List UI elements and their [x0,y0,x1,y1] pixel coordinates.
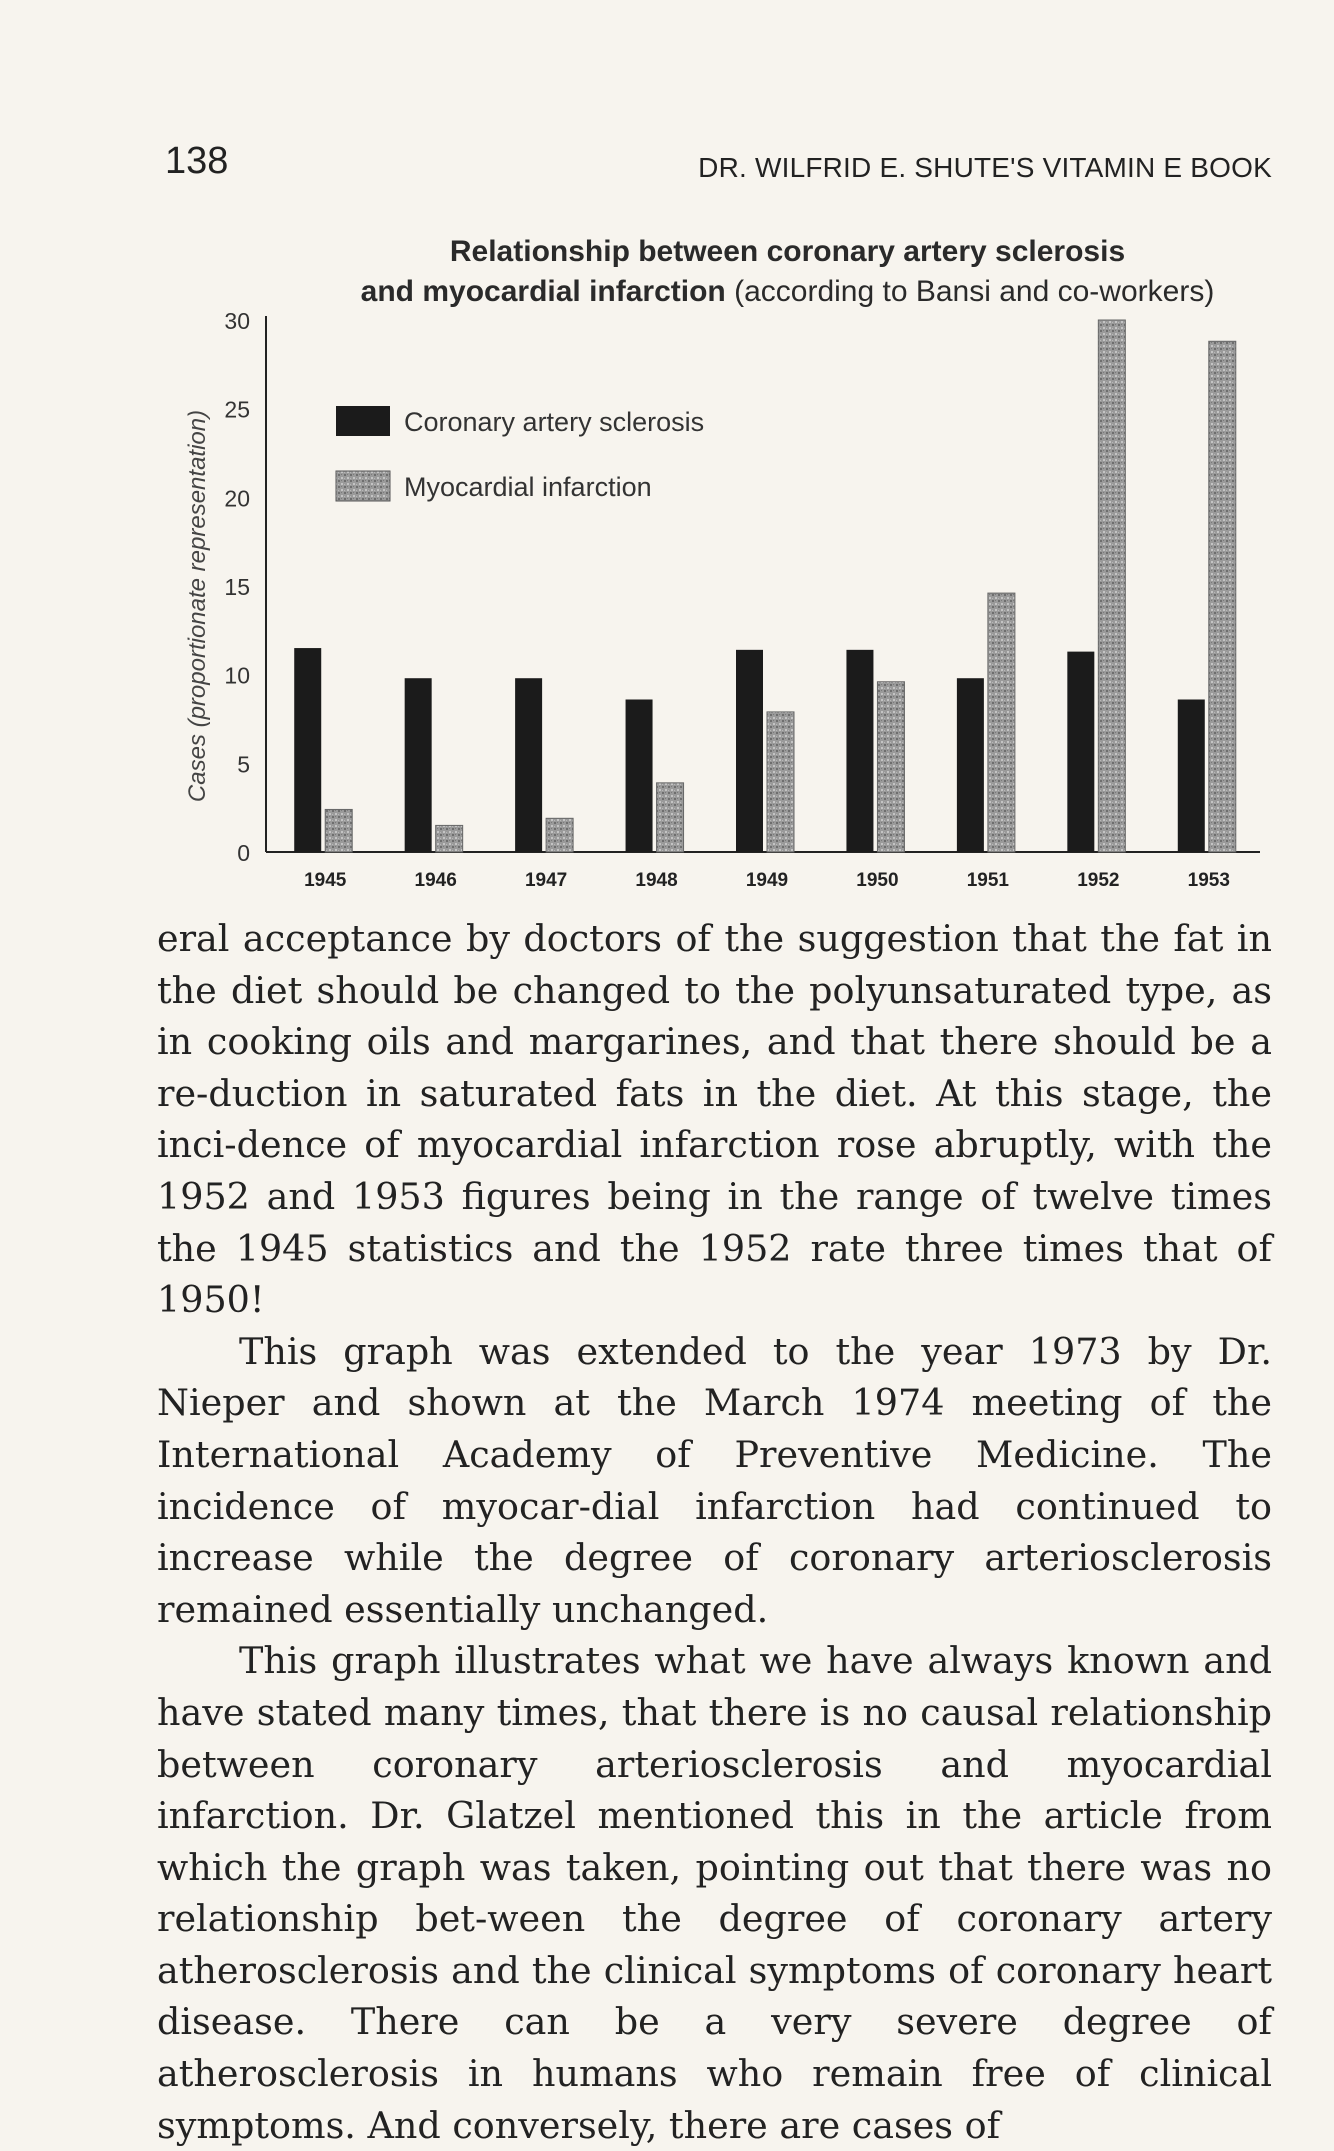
y-tick-label: 0 [237,840,250,866]
legend-label-myocardial-infarction: Myocardial infarction [404,472,652,502]
paragraph-1: eral acceptance by doctors of the suggestion that the fat in the diet should be changed to the polyunsaturated type, as in cooking oils and margarines, and that there should be a re-duction in saturated fats in the diet. At this stage, the inci-dence of myocardial infarction rose abruptly, with the 1952 and 1953 figures being in the range of twelve times the 1945 statistics and the 1952 rate three times that of 1950! [157,917,1272,1322]
running-head: DR. WILFRID E. SHUTE'S VITAMIN E BOOK [698,152,1272,183]
x-tick-label: 1946 [414,870,457,891]
bar-chart [170,300,1280,910]
x-tick-label: 1945 [304,870,347,891]
y-tick-label: 10 [224,662,250,689]
x-tick-label: 1951 [966,870,1010,891]
legend-swatch-myocardial-infarction [336,471,390,501]
x-tick-label: 1952 [1077,870,1120,891]
page-number: 138 [165,140,229,182]
bar-myocardial-infarction-1945 [325,809,352,852]
legend-swatch-coronary-sclerosis [336,406,390,436]
bar-myocardial-infarction-1948 [657,783,684,852]
bar-myocardial-infarction-1953 [1209,341,1236,852]
x-tick-label: 1947 [524,870,568,891]
bar-myocardial-infarction-1946 [436,825,463,852]
bar-myocardial-infarction-1950 [877,682,904,852]
bar-coronary-sclerosis-1951 [957,678,984,852]
x-tick-label: 1953 [1187,870,1230,891]
bar-coronary-sclerosis-1952 [1067,652,1094,852]
y-tick-label: 30 [224,308,250,334]
paragraph-2: This graph was extended to the year 1973 by Dr. Nieper and shown at the March 1974 meeting of the International Academy of Preventive Medicine. The incidence of myocar-dial infarction had continued to increase while the degree of coronary arteriosclerosis remained essentially unchanged. [157,1329,1272,1631]
legend-label-coronary-sclerosis: Coronary artery sclerosis [404,407,705,437]
y-tick-label: 20 [224,485,250,512]
bar-coronary-sclerosis-1946 [405,678,432,852]
x-tick-label: 1950 [856,870,899,891]
y-axis-label: Cases (proportionate representation) [184,409,211,803]
paragraph-3: This graph illustrates what we have always known and have stated many times, that there is no causal relationship between coronary arteriosclerosis and myocardial infarction. Dr. Glatzel mentioned this in the article from which the graph was taken, pointing out that there was no relationship bet-ween the degree of coronary artery atherosclerosis and the clinical symptoms of coronary heart disease. There can be a very severe degree of atherosclerosis in humans who remain free of clinical symptoms. And conversely, there are cases of [157,1639,1272,2147]
bar-myocardial-infarction-1951 [988,593,1015,852]
bar-coronary-sclerosis-1947 [515,678,542,852]
bar-myocardial-infarction-1949 [767,712,794,852]
chart-title-line1: Relationship between coronary artery sclerosis [449,235,1126,268]
x-tick-label: 1948 [635,870,678,891]
bar-coronary-sclerosis-1950 [846,650,873,852]
bar-coronary-sclerosis-1949 [736,650,763,852]
bar-coronary-sclerosis-1948 [626,699,653,852]
y-tick-label: 5 [237,751,250,778]
bar-myocardial-infarction-1952 [1098,320,1125,852]
y-tick-label: 15 [224,574,250,600]
bar-coronary-sclerosis-1953 [1178,699,1205,852]
y-tick-label: 25 [224,396,250,423]
x-tick-label: 1949 [745,870,789,891]
bar-coronary-sclerosis-1945 [294,648,321,852]
bar-myocardial-infarction-1947 [546,818,573,852]
body-text [157,913,1272,2151]
chart-title-line2: and myocardial infarction (according to Bansi and co-workers) [360,275,1215,308]
